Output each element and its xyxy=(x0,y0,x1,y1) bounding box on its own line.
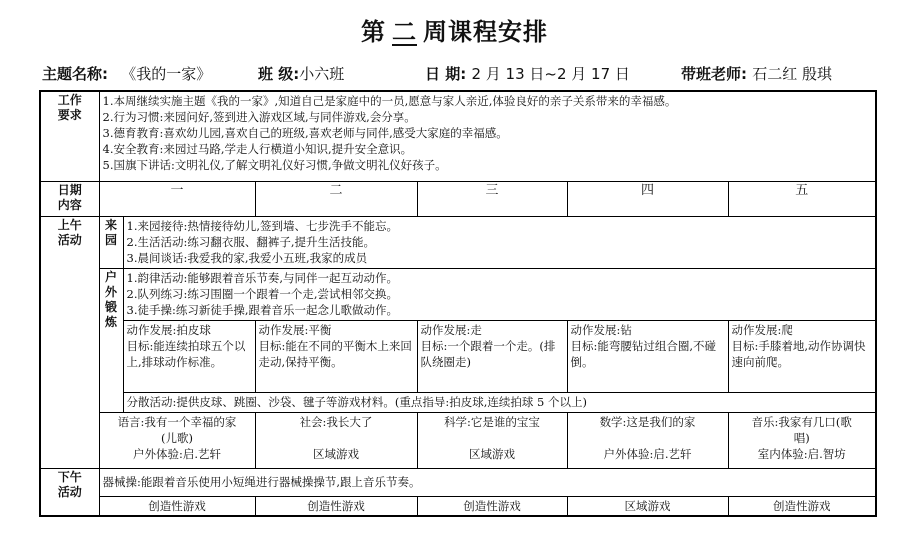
page-title xyxy=(0,12,909,47)
movement-cell xyxy=(123,320,255,392)
work-item: 2.行为习惯:来园问好,签到进入游戏区域,与同伴游戏,会分享。 xyxy=(102,110,416,124)
afternoon-game: 创造性游戏 xyxy=(728,496,876,516)
lesson-title-cont: 唱) xyxy=(793,430,810,445)
spacer xyxy=(571,430,725,446)
movement-name: 动作发展:走 xyxy=(420,322,482,337)
afternoon-equipment-row xyxy=(40,468,876,496)
movement-goal: 目标:能连续拍球五个以上,排球动作标准。 xyxy=(126,338,246,369)
movement-name: 动作发展:拍皮球 xyxy=(126,322,211,337)
class-value: 小六班 xyxy=(299,65,345,83)
theme-label: 主题名称: xyxy=(42,65,108,83)
lesson-game: 户外体验:启.艺轩 xyxy=(603,446,692,461)
lesson-title-cont: (儿歌) xyxy=(161,430,193,445)
teacher-value: 石二红 殷琪 xyxy=(752,65,833,83)
afternoon-activities-label xyxy=(40,468,99,516)
scattered-activity xyxy=(123,392,876,412)
label-line: 下午 xyxy=(57,469,82,484)
arrival-item: 1.来园接待:热情接待幼儿,签到墙、七步洗手不能忘。 xyxy=(126,218,398,233)
movement-name: 动作发展:爬 xyxy=(731,322,793,337)
date-header-row xyxy=(40,181,876,216)
afternoon-games-row xyxy=(40,496,876,516)
morning-activities-label xyxy=(40,216,99,468)
title-suffix: 周课程安排 xyxy=(423,17,548,46)
title-week-number: 二 xyxy=(392,17,417,46)
theme-value: 《我的一家》 xyxy=(121,65,212,83)
afternoon-game: 区域游戏 xyxy=(567,496,728,516)
lesson-cell xyxy=(255,412,417,468)
movement-cell xyxy=(728,320,876,392)
theme-info xyxy=(42,63,211,84)
teacher-info xyxy=(681,63,832,84)
title-prefix: 第 xyxy=(361,17,386,46)
label-line: 活动 xyxy=(57,232,82,247)
lesson-cell xyxy=(99,412,255,468)
arrival-label xyxy=(99,216,123,268)
scattered-row xyxy=(40,392,876,412)
label-line: 上午 xyxy=(57,217,82,232)
day-wednesday: 三 xyxy=(417,181,567,216)
movement-cell xyxy=(567,320,728,392)
afternoon-game: 创造性游戏 xyxy=(99,496,255,516)
work-requirements-content xyxy=(99,91,876,181)
outdoor-item: 2.队列练习:练习围圈一个跟着一个走,尝试相邻交换。 xyxy=(126,286,398,301)
lessons-row xyxy=(40,412,876,468)
arrival-item: 3.晨间谈话:我爱我的家,我爱小五班,我家的成员 xyxy=(126,250,368,265)
outdoor-items-content xyxy=(123,268,876,320)
work-item: 4.安全教育:来园过马路,学走人行横道小知识,提升安全意识。 xyxy=(102,142,413,156)
outdoor-items-row xyxy=(40,268,876,320)
arrival-content xyxy=(123,216,876,268)
movement-row xyxy=(40,320,876,392)
label-line: 要求 xyxy=(57,108,82,122)
lesson-game: 区域游戏 xyxy=(313,446,359,461)
lesson-game: 室内体验:启.智坊 xyxy=(757,446,846,461)
label-line: 日期 xyxy=(57,182,82,197)
outdoor-item: 1.韵律活动:能够跟着音乐节奏,与同伴一起互动动作。 xyxy=(126,270,398,285)
lesson-title: 社会:我长大了 xyxy=(299,414,373,429)
class-info xyxy=(258,63,344,84)
day-friday: 五 xyxy=(728,181,876,216)
lesson-cell xyxy=(417,412,567,468)
label-line: 工作 xyxy=(57,93,82,107)
movement-goal: 目标:能在不同的平衡木上来回走动,保持平衡。 xyxy=(258,338,412,369)
scattered-text: 分散活动:提供皮球、跳圈、沙袋、毽子等游戏材料。(重点指导:拍皮球,连续拍球 5 个以上) xyxy=(126,394,588,409)
schedule-table xyxy=(39,90,877,517)
arrival-row xyxy=(40,216,876,268)
lesson-cell xyxy=(728,412,876,468)
lesson-title: 音乐:我家有几口(歌 xyxy=(751,414,852,429)
date-value: 2 月 13 日~2 月 17 日 xyxy=(471,65,630,83)
arrival-item: 2.生活活动:练习翻衣服、翻裤子,提升生活技能。 xyxy=(126,234,375,249)
day-thursday: 四 xyxy=(567,181,728,216)
work-item: 5.国旗下讲话:文明礼仪,了解文明礼仪好习惯,争做文明礼仪好孩子。 xyxy=(102,158,447,172)
date-content-label xyxy=(40,181,99,216)
work-item: 1.本周继续实施主题《我的一家》,知道自己是家庭中的一员,愿意与家人亲近,体验良好的亲子关系带来的幸福感。 xyxy=(102,94,677,108)
class-label: 班 级: xyxy=(258,65,300,83)
movement-goal: 目标:手膝着地,动作协调快速向前爬。 xyxy=(731,338,866,369)
movement-goal: 目标:一个跟着一个走。(排队绕圈走) xyxy=(420,338,556,369)
date-info xyxy=(425,63,630,84)
label-line: 锻 xyxy=(104,299,117,314)
lesson-game: 户外体验:启.艺轩 xyxy=(132,446,222,461)
work-requirements-label xyxy=(40,91,99,181)
work-requirements-row xyxy=(40,91,876,181)
lesson-title: 语言:我有一个幸福的家 xyxy=(117,414,237,429)
label-line: 户 xyxy=(104,269,117,284)
spacer xyxy=(259,430,414,446)
movement-cell xyxy=(417,320,567,392)
lesson-title: 数学:这是我们的家 xyxy=(599,414,696,429)
label-line: 炼 xyxy=(104,314,117,329)
date-label: 日 期: xyxy=(425,65,467,83)
movement-name: 动作发展:钻 xyxy=(570,322,632,337)
lesson-game: 区域游戏 xyxy=(469,446,515,461)
movement-cell xyxy=(255,320,417,392)
label-line: 外 xyxy=(104,284,117,299)
label-line: 园 xyxy=(104,232,117,247)
day-monday: 一 xyxy=(99,181,255,216)
lesson-title: 科学:它是谁的宝宝 xyxy=(444,414,540,429)
teacher-label: 带班老师: xyxy=(681,65,747,83)
equipment-exercise xyxy=(99,468,876,496)
day-tuesday: 二 xyxy=(255,181,417,216)
work-item: 3.德育教育:喜欢幼儿园,喜欢自己的班级,喜欢老师与同伴,感受大家庭的幸福感。 xyxy=(102,126,508,140)
outdoor-item: 3.徒手操:练习新徒手操,跟着音乐一起念儿歌做动作。 xyxy=(126,302,398,317)
spacer xyxy=(421,430,564,446)
label-line: 活动 xyxy=(57,484,82,499)
afternoon-game: 创造性游戏 xyxy=(255,496,417,516)
label-line: 内容 xyxy=(57,197,82,212)
lesson-cell xyxy=(567,412,728,468)
label-line: 来 xyxy=(104,217,117,232)
afternoon-game: 创造性游戏 xyxy=(417,496,567,516)
movement-goal: 目标:能弯腰钻过组合圈,不碰倒。 xyxy=(570,338,717,369)
movement-name: 动作发展:平衡 xyxy=(258,322,332,337)
equipment-text: 器械操:能跟着音乐使用小短绳进行器械操操节,跟上音乐节奏。 xyxy=(102,475,421,489)
outdoor-exercise-label xyxy=(99,268,123,412)
